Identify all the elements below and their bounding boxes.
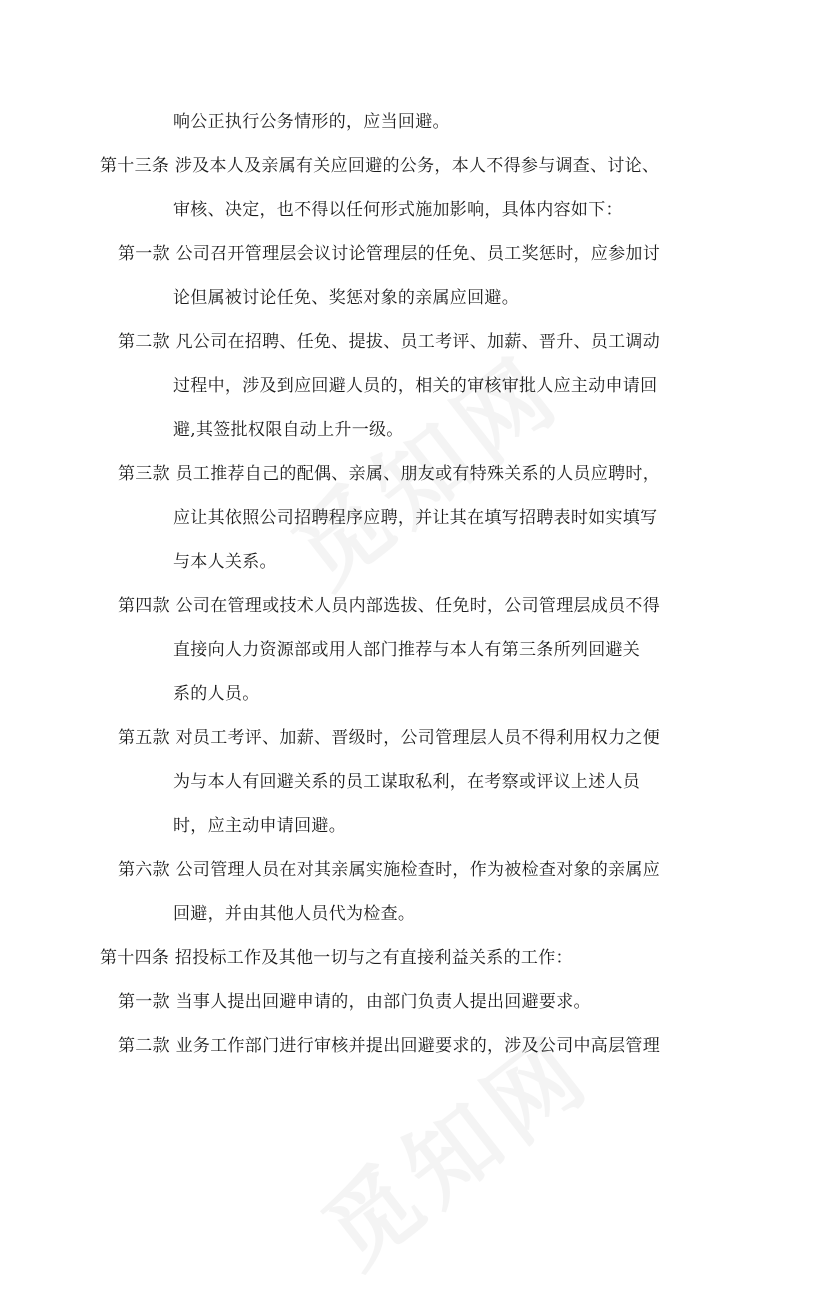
text-line: 第二款 业务工作部门进行审核并提出回避要求的，涉及公司中高层管理 [118,1036,661,1056]
text-line: 时，应主动申请回避。 [173,816,346,836]
text-line: 第一款 公司召开管理层会议讨论管理层的任免、员工奖惩时，应参加讨 [118,244,661,264]
text-line: 过程中，涉及到应回避人员的，相关的审核审批人应主动申请回 [173,376,658,396]
text-line: 第三款 员工推荐自己的配偶、亲属、朋友或有特殊关系的人员应聘时， [118,464,661,484]
text-line: 与本人关系。 [173,552,277,572]
text-line: 第一款 当事人提出回避申请的，由部门负责人提出回避要求。 [118,992,591,1012]
text-line: 论但属被讨论任免、奖惩对象的亲属应回避。 [173,288,519,308]
text-line: 第十三条 涉及本人及亲属有关应回避的公务，本人不得参与调查、讨论、 [100,156,660,176]
text-line: 为与本人有回避关系的员工谋取私利，在考察或评议上述人员 [173,772,641,792]
text-line: 响公正执行公务情形的，应当回避。 [173,112,450,132]
text-line: 第十四条 招投标工作及其他一切与之有直接利益关系的工作： [100,948,573,968]
text-line: 第四款 公司在管理或技术人员内部选拔、任免时，公司管理层成员不得 [118,596,661,616]
text-line: 系的人员。 [173,684,260,704]
text-line: 第六款 公司管理人员在对其亲属实施检查时，作为被检查对象的亲属应 [118,860,661,880]
text-line: 第二款 凡公司在招聘、任免、提拔、员工考评、加薪、晋升、员工调动 [118,332,661,352]
text-line: 直接向人力资源部或用人部门推荐与本人有第三条所列回避关 [173,640,641,660]
text-line: 避,其签批权限自动上升一级。 [173,420,404,440]
text-line: 审核、决定，也不得以任何形式施加影响，具体内容如下： [173,200,623,220]
text-line: 应让其依照公司招聘程序应聘，并让其在填写招聘表时如实填写 [173,508,658,528]
text-line: 回避，并由其他人员代为检查。 [173,904,416,924]
text-line: 第五款 对员工考评、加薪、晋级时，公司管理层人员不得利用权力之便 [118,728,661,748]
